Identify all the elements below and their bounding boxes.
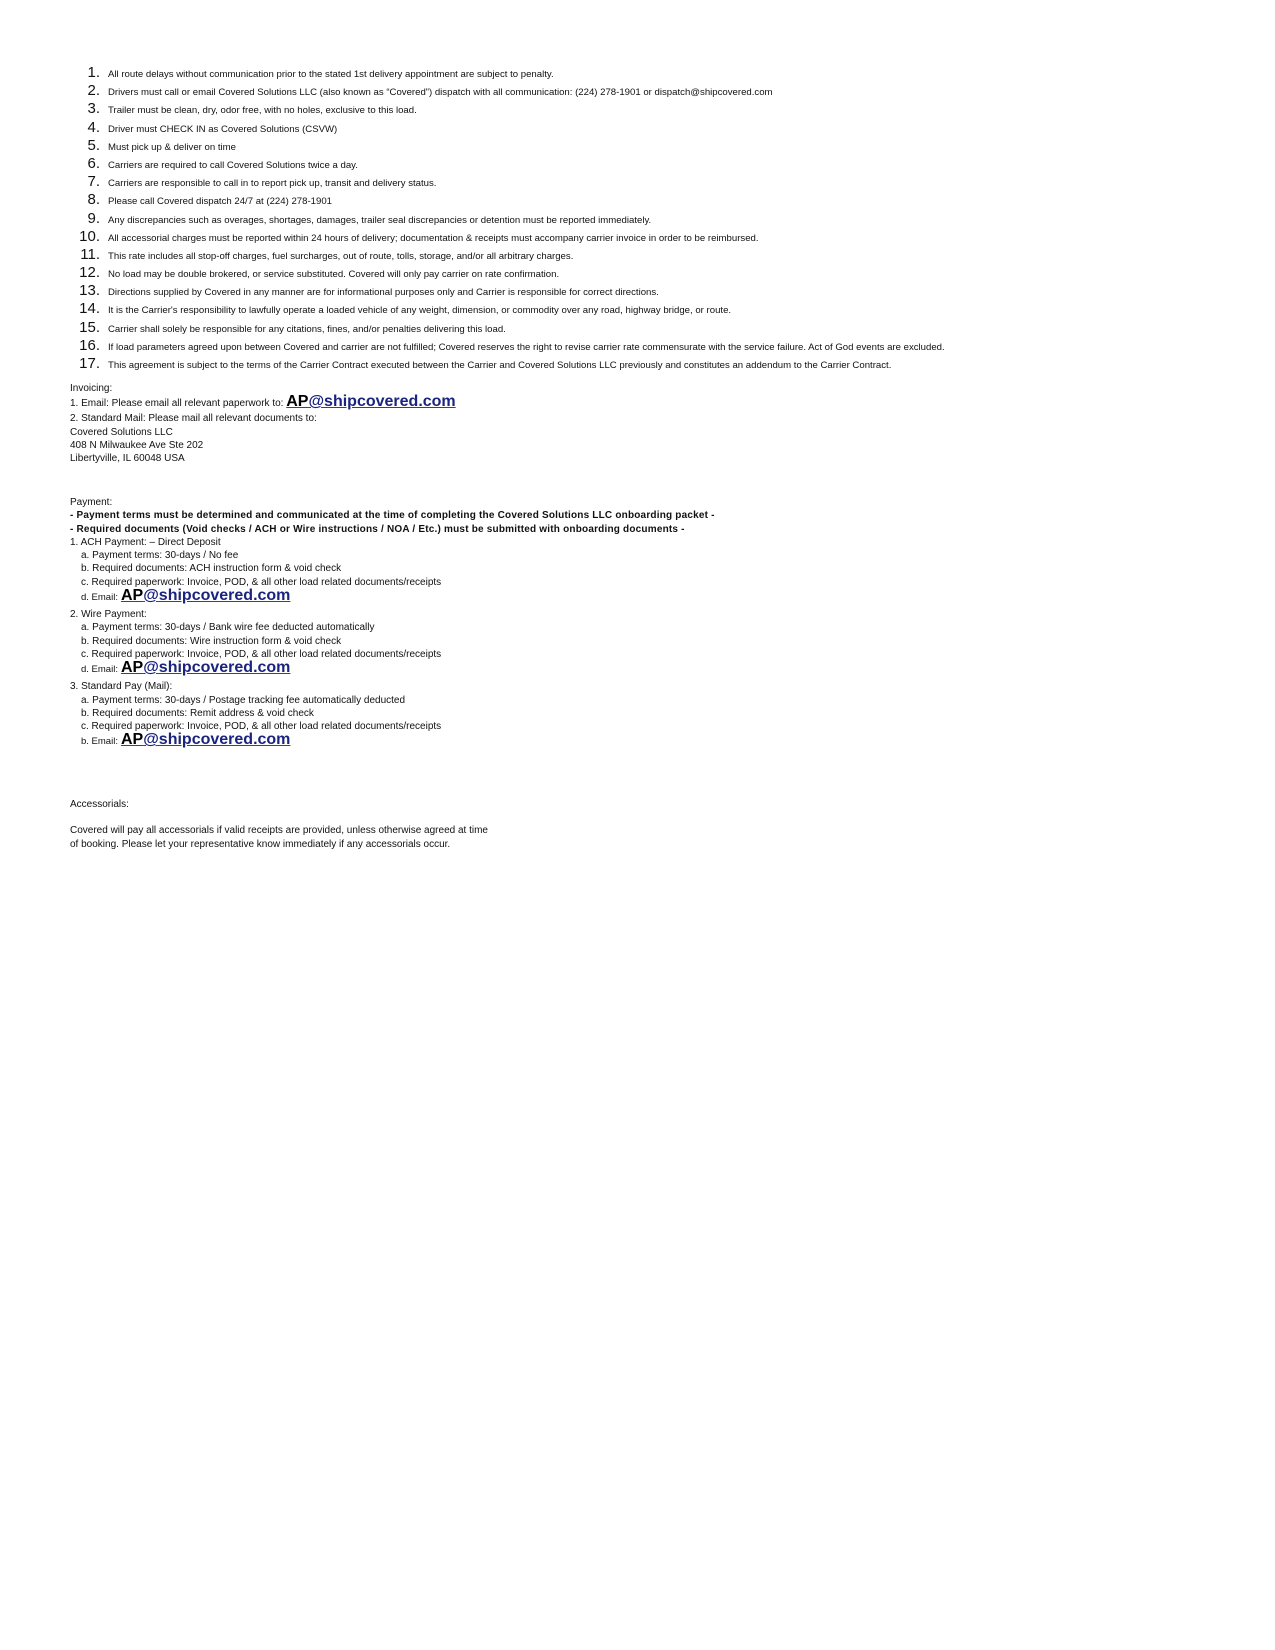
term-text: If load parameters agreed upon between Covered and carrier are not fulfilled; Covered reserves the right to revise carrier rate commensurate with the service failure. Act of God events are excluded. bbox=[108, 341, 945, 353]
term-number: 4. bbox=[87, 118, 100, 136]
accessorials-line-1: Covered will pay all accessorials if valid receipts are provided, unless otherwise agreed at time bbox=[70, 825, 488, 837]
term-number: 13. bbox=[79, 282, 100, 300]
term-text: Directions supplied by Covered in any manner are for informational purposes only and Carrier is responsible for correct directions. bbox=[108, 287, 659, 299]
accessorials-heading: Accessorials: bbox=[70, 799, 129, 810]
wire-email-link[interactable] bbox=[120, 659, 291, 677]
invoicing-email-line bbox=[70, 395, 456, 412]
term-number: 9. bbox=[87, 209, 100, 227]
mail-pay-email-label: b. Email: bbox=[81, 736, 118, 748]
term-text: All accessorial charges must be reported within 24 hours of delivery; documentation & receipts must accompany carrier invoice in order to be reimbursed. bbox=[108, 232, 759, 244]
mail-pay-item-a: a. Payment terms: 30-days / Postage tracking fee automatically deducted bbox=[81, 694, 406, 706]
term-item bbox=[66, 119, 1226, 137]
term-item bbox=[66, 228, 1226, 246]
mail-pay-item-c: c. Required paperwork: Invoice, POD, & all other load related documents/receipts bbox=[81, 721, 442, 733]
term-text: Drivers must call or email Covered Solutions LLC (also known as “Covered”) dispatch with all communication: (224) 278-1901 or dispatch@shipcovered.com bbox=[108, 87, 773, 99]
term-text: Carriers are responsible to call in to report pick up, transit and delivery status. bbox=[108, 178, 437, 190]
wire-item-a: a. Payment terms: 30-days / Bank wire fee deducted automatically bbox=[81, 622, 375, 634]
term-item bbox=[66, 64, 1226, 82]
term-number: 14. bbox=[79, 300, 100, 318]
email-domain: @shipcovered.com bbox=[143, 587, 291, 605]
email-ap: AP bbox=[120, 659, 144, 677]
mail-line: 2. Standard Mail: Please mail all relevant documents to: bbox=[70, 413, 317, 425]
ach-title: 1. ACH Payment: – Direct Deposit bbox=[70, 536, 221, 548]
term-item bbox=[66, 173, 1226, 191]
term-number: 7. bbox=[87, 173, 100, 191]
ach-item-b: b. Required documents: ACH instruction form & void check bbox=[81, 563, 342, 575]
term-text: Any discrepancies such as overages, shortages, damages, trailer seal discrepancies or detention must be reported immediately. bbox=[108, 214, 652, 226]
term-text: Trailer must be clean, dry, odor free, with no holes, exclusive to this load. bbox=[108, 105, 417, 117]
terms-list bbox=[66, 64, 1226, 373]
term-text: Driver must CHECK IN as Covered Solutions (CSVW) bbox=[108, 123, 338, 135]
term-text: Must pick up & deliver on time bbox=[108, 141, 236, 153]
term-item bbox=[66, 82, 1226, 100]
term-number: 1. bbox=[87, 64, 100, 81]
term-item bbox=[66, 137, 1226, 155]
accessorials-line-2: of booking. Please let your representative know immediately if any accessorials occur. bbox=[70, 838, 451, 850]
term-number: 6. bbox=[87, 154, 100, 172]
wire-item-c: c. Required paperwork: Invoice, POD, & all other load related documents/receipts bbox=[81, 648, 442, 660]
term-item bbox=[66, 337, 1226, 355]
term-text: It is the Carrier's responsibility to lawfully operate a loaded vehicle of any weight, dimension, or commodity over any road, highway bridge, or route. bbox=[108, 305, 732, 317]
wire-item-b: b. Required documents: Wire instruction form & void check bbox=[81, 635, 342, 647]
term-item bbox=[66, 319, 1226, 337]
term-text: Please call Covered dispatch 24/7 at (224) 278-1901 bbox=[108, 196, 332, 208]
payment-heading: Payment: bbox=[70, 497, 113, 508]
mail-pay-title: 3. Standard Pay (Mail): bbox=[70, 681, 173, 693]
mail-pay-email-line bbox=[70, 733, 715, 752]
payment-note-2: - Required documents (Void checks / ACH or Wire instructions / NOA / Etc.) must be submitted with onboarding documents - bbox=[70, 523, 685, 535]
term-item bbox=[66, 155, 1226, 173]
term-number: 16. bbox=[79, 336, 100, 354]
accessorials-spacer bbox=[70, 811, 488, 824]
term-number: 5. bbox=[87, 136, 100, 154]
email-domain: @shipcovered.com bbox=[143, 731, 291, 749]
ach-item-a: a. Payment terms: 30-days / No fee bbox=[81, 550, 239, 562]
term-item bbox=[66, 300, 1226, 318]
wire-email-label: d. Email: bbox=[81, 664, 118, 676]
term-item bbox=[66, 246, 1226, 264]
term-number: 8. bbox=[87, 191, 100, 209]
term-item bbox=[66, 210, 1226, 228]
term-item bbox=[66, 355, 1226, 373]
email-ap: AP bbox=[286, 393, 309, 411]
term-number: 11. bbox=[80, 245, 100, 263]
term-text: This rate includes all stop-off charges, fuel surcharges, out of route, tolls, storage, and/or all arbitrary charges. bbox=[108, 250, 574, 262]
term-item bbox=[66, 282, 1226, 300]
email-domain: @shipcovered.com bbox=[308, 393, 456, 411]
term-number: 15. bbox=[79, 318, 100, 336]
term-text: No load may be double brokered, or service substituted. Covered will only pay carrier on rate confirmation. bbox=[108, 269, 560, 281]
ach-email-label: d. Email: bbox=[81, 592, 118, 604]
address-line-1: 408 N Milwaukee Ave Ste 202 bbox=[70, 439, 204, 451]
invoicing-section bbox=[70, 382, 456, 465]
ach-email-link[interactable] bbox=[120, 587, 291, 605]
mail-pay-item-b: b. Required documents: Remit address & void check bbox=[81, 707, 314, 719]
wire-title: 2. Wire Payment: bbox=[70, 609, 147, 621]
term-text: All route delays without communication prior to the stated 1st delivery appointment are subject to penalty. bbox=[108, 69, 554, 80]
term-item bbox=[66, 264, 1226, 282]
company-name: Covered Solutions LLC bbox=[70, 426, 173, 438]
email-ap: AP bbox=[120, 587, 144, 605]
term-item bbox=[66, 191, 1226, 209]
payment-section bbox=[70, 496, 715, 752]
term-number: 3. bbox=[87, 100, 100, 118]
address-line-2: Libertyville, IL 60048 USA bbox=[70, 453, 185, 465]
term-number: 2. bbox=[87, 82, 100, 100]
invoicing-heading: Invoicing: bbox=[70, 383, 113, 394]
ach-email-line bbox=[70, 589, 715, 608]
invoicing-email-link[interactable] bbox=[286, 393, 456, 411]
accessorials-section bbox=[70, 798, 488, 851]
email-domain: @shipcovered.com bbox=[143, 659, 291, 677]
term-item bbox=[66, 100, 1226, 118]
ach-item-c: c. Required paperwork: Invoice, POD, & all other load related documents/receipts bbox=[81, 576, 442, 588]
payment-note-1: - Payment terms must be determined and communicated at the time of completing the Covered Solutions LLC onboarding packet - bbox=[70, 510, 715, 522]
term-text: Carriers are required to call Covered Solutions twice a day. bbox=[108, 159, 358, 171]
mail-pay-email-link[interactable] bbox=[120, 731, 291, 749]
invoicing-email-prefix: 1. Email: Please email all relevant paperwork to: bbox=[70, 398, 287, 410]
term-text: Carrier shall solely be responsible for any citations, fines, and/or penalties delivering this load. bbox=[108, 323, 506, 335]
wire-email-line bbox=[70, 661, 715, 680]
email-ap: AP bbox=[120, 731, 144, 749]
term-number: 17. bbox=[79, 355, 100, 372]
term-number: 10. bbox=[79, 227, 100, 245]
term-number: 12. bbox=[79, 264, 100, 282]
term-text: This agreement is subject to the terms of the Carrier Contract executed between the Carrier and Covered Solutions LLC previously and constitutes an addendum to the Carrier Contract. bbox=[108, 360, 892, 371]
